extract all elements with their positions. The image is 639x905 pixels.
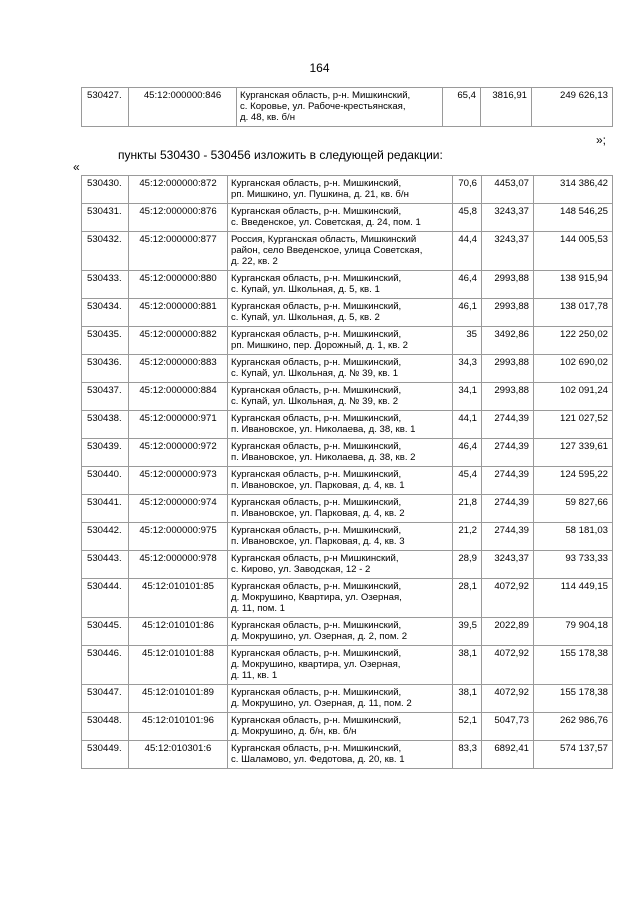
address-line: Курганская область, р-н. Мишкинский, — [231, 357, 402, 368]
item-number-cell: 530442. — [82, 523, 129, 551]
item-number-cell: 530437. — [82, 383, 129, 411]
total-value-cell: 155 178,38 — [534, 685, 613, 713]
total-value-cell: 127 339,61 — [534, 439, 613, 467]
area-cell: 46,4 — [453, 439, 482, 467]
total-value-cell: 93 733,33 — [534, 551, 613, 579]
table-row — [82, 355, 613, 383]
area-cell: 34,3 — [453, 355, 482, 383]
address-line: п. Ивановское, ул. Николаева, д. 38, кв. 2 — [231, 452, 416, 463]
table-row — [82, 579, 613, 618]
address-line: Курганская область, р-н. Мишкинский, — [231, 273, 402, 284]
table-row — [82, 88, 613, 127]
cadastral-number-cell: 45:12:000000:872 — [129, 176, 228, 204]
total-value-cell: 144 005,53 — [534, 232, 613, 271]
area-cell: 21,2 — [453, 523, 482, 551]
address-cell — [237, 88, 443, 127]
unit-price-cell: 3492,86 — [482, 327, 534, 355]
address-line: п. Ивановское, ул. Николаева, д. 38, кв. 1 — [231, 424, 416, 435]
table-row — [82, 618, 613, 646]
address-cell — [228, 713, 453, 741]
cadastral-number-cell: 45:12:000000:884 — [129, 383, 228, 411]
total-value-cell: 148 546,25 — [534, 204, 613, 232]
address-cell — [228, 551, 453, 579]
address-line: Курганская область, р-н. Мишкинский, — [231, 469, 402, 480]
total-value-cell: 59 827,66 — [534, 495, 613, 523]
address-cell — [228, 176, 453, 204]
item-number-cell: 530446. — [82, 646, 129, 685]
area-cell: 35 — [453, 327, 482, 355]
item-number-cell: 530448. — [82, 713, 129, 741]
total-value-cell: 138 915,94 — [534, 271, 613, 299]
item-number-cell: 530431. — [82, 204, 129, 232]
cadastral-number-cell: 45:12:000000:971 — [129, 411, 228, 439]
address-cell — [228, 439, 453, 467]
address-line: п. Ивановское, ул. Парковая, д. 4, кв. 2 — [231, 508, 405, 519]
unit-price-cell: 2744,39 — [482, 495, 534, 523]
address-line: с. Коровье, ул. Рабоче-крестьянская, — [240, 101, 406, 112]
address-line: Курганская область, р-н Мишкинский, — [231, 553, 399, 564]
table-row — [82, 383, 613, 411]
cadastral-number-cell: 45:12:000000:883 — [129, 355, 228, 383]
unit-price-cell: 2744,39 — [482, 411, 534, 439]
address-line: Курганская область, р-н. Мишкинский, — [231, 497, 402, 508]
address-line: д. 11, кв. 1 — [231, 670, 278, 681]
address-line: д. Мокрушино, Квартира, ул. Озерная, — [231, 592, 402, 603]
address-line: Курганская область, р-н. Мишкинский, — [231, 620, 402, 631]
address-line: Курганская область, р-н. Мишкинский, — [231, 206, 402, 217]
address-line: с. Кирово, ул. Заводская, 12 - 2 — [231, 564, 371, 575]
main-table-body — [82, 176, 613, 769]
address-cell — [228, 411, 453, 439]
total-value-cell: 114 449,15 — [534, 579, 613, 618]
address-line: Курганская область, р-н. Мишкинский, — [231, 385, 402, 396]
unit-price-cell: 3816,91 — [481, 88, 532, 127]
address-cell — [228, 523, 453, 551]
area-cell: 70,6 — [453, 176, 482, 204]
address-line: рп. Мишкино, ул. Пушкина, д. 21, кв. б/н — [231, 189, 409, 200]
total-value-cell: 124 595,22 — [534, 467, 613, 495]
total-value-cell: 102 690,02 — [534, 355, 613, 383]
table-row — [82, 713, 613, 741]
unit-price-cell: 4072,92 — [482, 646, 534, 685]
item-number-cell: 530441. — [82, 495, 129, 523]
cadastral-number-cell: 45:12:000000:974 — [129, 495, 228, 523]
unit-price-cell: 4453,07 — [482, 176, 534, 204]
item-number-cell: 530436. — [82, 355, 129, 383]
address-line: Курганская область, р-н. Мишкинский, — [231, 413, 402, 424]
unit-price-cell: 4072,92 — [482, 685, 534, 713]
total-value-cell: 249 626,13 — [532, 88, 613, 127]
address-line: с. Шаламово, ул. Федотова, д. 20, кв. 1 — [231, 754, 405, 765]
cadastral-number-cell: 45:12:010301:6 — [129, 741, 228, 769]
cadastral-number-cell: 45:12:010101:96 — [129, 713, 228, 741]
address-line: Курганская область, р-н. Мишкинский, — [231, 743, 402, 754]
address-cell — [228, 579, 453, 618]
cadastral-number-cell: 45:12:000000:975 — [129, 523, 228, 551]
page-number: 164 — [309, 61, 330, 75]
area-cell: 45,4 — [453, 467, 482, 495]
item-number-cell: 530438. — [82, 411, 129, 439]
instruction-text: пункты 530430 - 530456 изложить в следующей редакции: — [118, 148, 443, 162]
total-value-cell: 122 250,02 — [534, 327, 613, 355]
table-row — [82, 495, 613, 523]
item-number-cell: 530434. — [82, 299, 129, 327]
item-number-cell: 530449. — [82, 741, 129, 769]
item-number-cell: 530430. — [82, 176, 129, 204]
total-value-cell: 155 178,38 — [534, 646, 613, 685]
total-value-cell: 262 986,76 — [534, 713, 613, 741]
address-line: д. Мокрушино, квартира, ул. Озерная, — [231, 659, 401, 670]
area-cell: 46,1 — [453, 299, 482, 327]
address-line: с. Купай, ул. Школьная, д. 5, кв. 2 — [231, 312, 380, 323]
table-row — [82, 204, 613, 232]
area-cell: 83,3 — [453, 741, 482, 769]
property-table-top — [81, 87, 613, 127]
item-number-cell: 530440. — [82, 467, 129, 495]
address-line: Курганская область, р-н. Мишкинский, — [231, 178, 402, 189]
item-number-cell: 530439. — [82, 439, 129, 467]
cadastral-number-cell: 45:12:000000:877 — [129, 232, 228, 271]
cadastral-number-cell: 45:12:000000:876 — [129, 204, 228, 232]
total-value-cell: 58 181,03 — [534, 523, 613, 551]
address-cell — [228, 271, 453, 299]
item-number-cell: 530444. — [82, 579, 129, 618]
total-value-cell: 574 137,57 — [534, 741, 613, 769]
area-cell: 39,5 — [453, 618, 482, 646]
unit-price-cell: 2993,88 — [482, 299, 534, 327]
property-table-main — [81, 175, 613, 769]
cadastral-number-cell: 45:12:000000:882 — [129, 327, 228, 355]
item-number-cell: 530427. — [82, 88, 129, 127]
cadastral-number-cell: 45:12:000000:972 — [129, 439, 228, 467]
area-cell: 34,1 — [453, 383, 482, 411]
table-row — [82, 551, 613, 579]
table-row — [82, 685, 613, 713]
area-cell: 38,1 — [453, 685, 482, 713]
unit-price-cell: 5047,73 — [482, 713, 534, 741]
address-line: с. Купай, ул. Школьная, д. 5, кв. 1 — [231, 284, 380, 295]
address-line: с. Введенское, ул. Советская, д. 24, пом. 1 — [231, 217, 421, 228]
cadastral-number-cell: 45:12:000000:978 — [129, 551, 228, 579]
address-line: Курганская область, р-н. Мишкинский, — [231, 301, 402, 312]
address-cell — [228, 495, 453, 523]
address-cell — [228, 355, 453, 383]
table-row — [82, 741, 613, 769]
table-row — [82, 523, 613, 551]
unit-price-cell: 3243,37 — [482, 551, 534, 579]
total-value-cell: 102 091,24 — [534, 383, 613, 411]
cadastral-number-cell: 45:12:000000:846 — [129, 88, 237, 127]
table-row — [82, 176, 613, 204]
item-number-cell: 530443. — [82, 551, 129, 579]
table-row — [82, 467, 613, 495]
table-row — [82, 327, 613, 355]
address-line: д. 22, кв. 2 — [231, 256, 278, 267]
address-line: Курганская область, р-н. Мишкинский, — [240, 90, 411, 101]
address-cell — [228, 646, 453, 685]
address-cell — [228, 685, 453, 713]
address-line: Курганская область, р-н. Мишкинский, — [231, 715, 402, 726]
item-number-cell: 530432. — [82, 232, 129, 271]
table-row — [82, 299, 613, 327]
address-line: с. Купай, ул. Школьная, д. № 39, кв. 2 — [231, 396, 399, 407]
area-cell: 44,4 — [453, 232, 482, 271]
address-line: д. Мокрушино, ул. Озерная, д. 11, пом. 2 — [231, 698, 412, 709]
unit-price-cell: 3243,37 — [482, 204, 534, 232]
area-cell: 46,4 — [453, 271, 482, 299]
item-number-cell: 530445. — [82, 618, 129, 646]
unit-price-cell: 2022,89 — [482, 618, 534, 646]
total-value-cell: 138 017,78 — [534, 299, 613, 327]
area-cell: 28,9 — [453, 551, 482, 579]
unit-price-cell: 2993,88 — [482, 383, 534, 411]
unit-price-cell: 2744,39 — [482, 467, 534, 495]
total-value-cell: 314 386,42 — [534, 176, 613, 204]
cadastral-number-cell: 45:12:000000:973 — [129, 467, 228, 495]
address-line: д. 11, пом. 1 — [231, 603, 286, 614]
address-line: район, село Введенское, улица Советская, — [231, 245, 423, 256]
address-line: д. Мокрушино, ул. Озерная, д. 2, пом. 2 — [231, 631, 408, 642]
table-row — [82, 646, 613, 685]
address-cell — [228, 741, 453, 769]
unit-price-cell: 2744,39 — [482, 523, 534, 551]
total-value-cell: 79 904,18 — [534, 618, 613, 646]
total-value-cell: 121 027,52 — [534, 411, 613, 439]
address-line: п. Ивановское, ул. Парковая, д. 4, кв. 3 — [231, 536, 405, 547]
area-cell: 65,4 — [443, 88, 481, 127]
area-cell: 21,8 — [453, 495, 482, 523]
opening-quote: « — [73, 160, 80, 174]
closing-quote: »; — [596, 133, 607, 147]
address-cell — [228, 232, 453, 271]
area-cell: 28,1 — [453, 579, 482, 618]
address-line: Курганская область, р-н. Мишкинский, — [231, 329, 402, 340]
area-cell: 44,1 — [453, 411, 482, 439]
unit-price-cell: 2993,88 — [482, 271, 534, 299]
address-line: Курганская область, р-н. Мишкинский, — [231, 525, 402, 536]
area-cell: 38,1 — [453, 646, 482, 685]
address-cell — [228, 467, 453, 495]
cadastral-number-cell: 45:12:010101:85 — [129, 579, 228, 618]
cadastral-number-cell: 45:12:000000:881 — [129, 299, 228, 327]
table-row — [82, 271, 613, 299]
address-cell — [228, 383, 453, 411]
cadastral-number-cell: 45:12:010101:88 — [129, 646, 228, 685]
top-table-body — [82, 88, 613, 127]
area-cell: 45,8 — [453, 204, 482, 232]
address-cell — [228, 327, 453, 355]
table-row — [82, 411, 613, 439]
cadastral-number-cell: 45:12:000000:880 — [129, 271, 228, 299]
address-cell — [228, 299, 453, 327]
unit-price-cell: 2993,88 — [482, 355, 534, 383]
address-cell — [228, 618, 453, 646]
address-line: с. Купай, ул. Школьная, д. № 39, кв. 1 — [231, 368, 399, 379]
cadastral-number-cell: 45:12:010101:89 — [129, 685, 228, 713]
item-number-cell: 530433. — [82, 271, 129, 299]
address-line: д. Мокрушино, д. б/н, кв. б/н — [231, 726, 357, 737]
unit-price-cell: 2744,39 — [482, 439, 534, 467]
address-cell — [228, 204, 453, 232]
address-line: Курганская область, р-н. Мишкинский, — [231, 441, 402, 452]
table-row — [82, 439, 613, 467]
cadastral-number-cell: 45:12:010101:86 — [129, 618, 228, 646]
item-number-cell: 530447. — [82, 685, 129, 713]
address-line: д. 48, кв. б/н — [240, 112, 296, 123]
address-line: Курганская область, р-н. Мишкинский, — [231, 648, 402, 659]
area-cell: 52,1 — [453, 713, 482, 741]
item-number-cell: 530435. — [82, 327, 129, 355]
address-line: рп. Мишкино, пер. Дорожный, д. 1, кв. 2 — [231, 340, 408, 351]
unit-price-cell: 3243,37 — [482, 232, 534, 271]
unit-price-cell: 4072,92 — [482, 579, 534, 618]
unit-price-cell: 6892,41 — [482, 741, 534, 769]
address-line: Россия, Курганская область, Мишкинский — [231, 234, 417, 245]
address-line: Курганская область, р-н. Мишкинский, — [231, 581, 402, 592]
table-row — [82, 232, 613, 271]
address-line: Курганская область, р-н. Мишкинский, — [231, 687, 402, 698]
address-line: п. Ивановское, ул. Парковая, д. 4, кв. 1 — [231, 480, 405, 491]
